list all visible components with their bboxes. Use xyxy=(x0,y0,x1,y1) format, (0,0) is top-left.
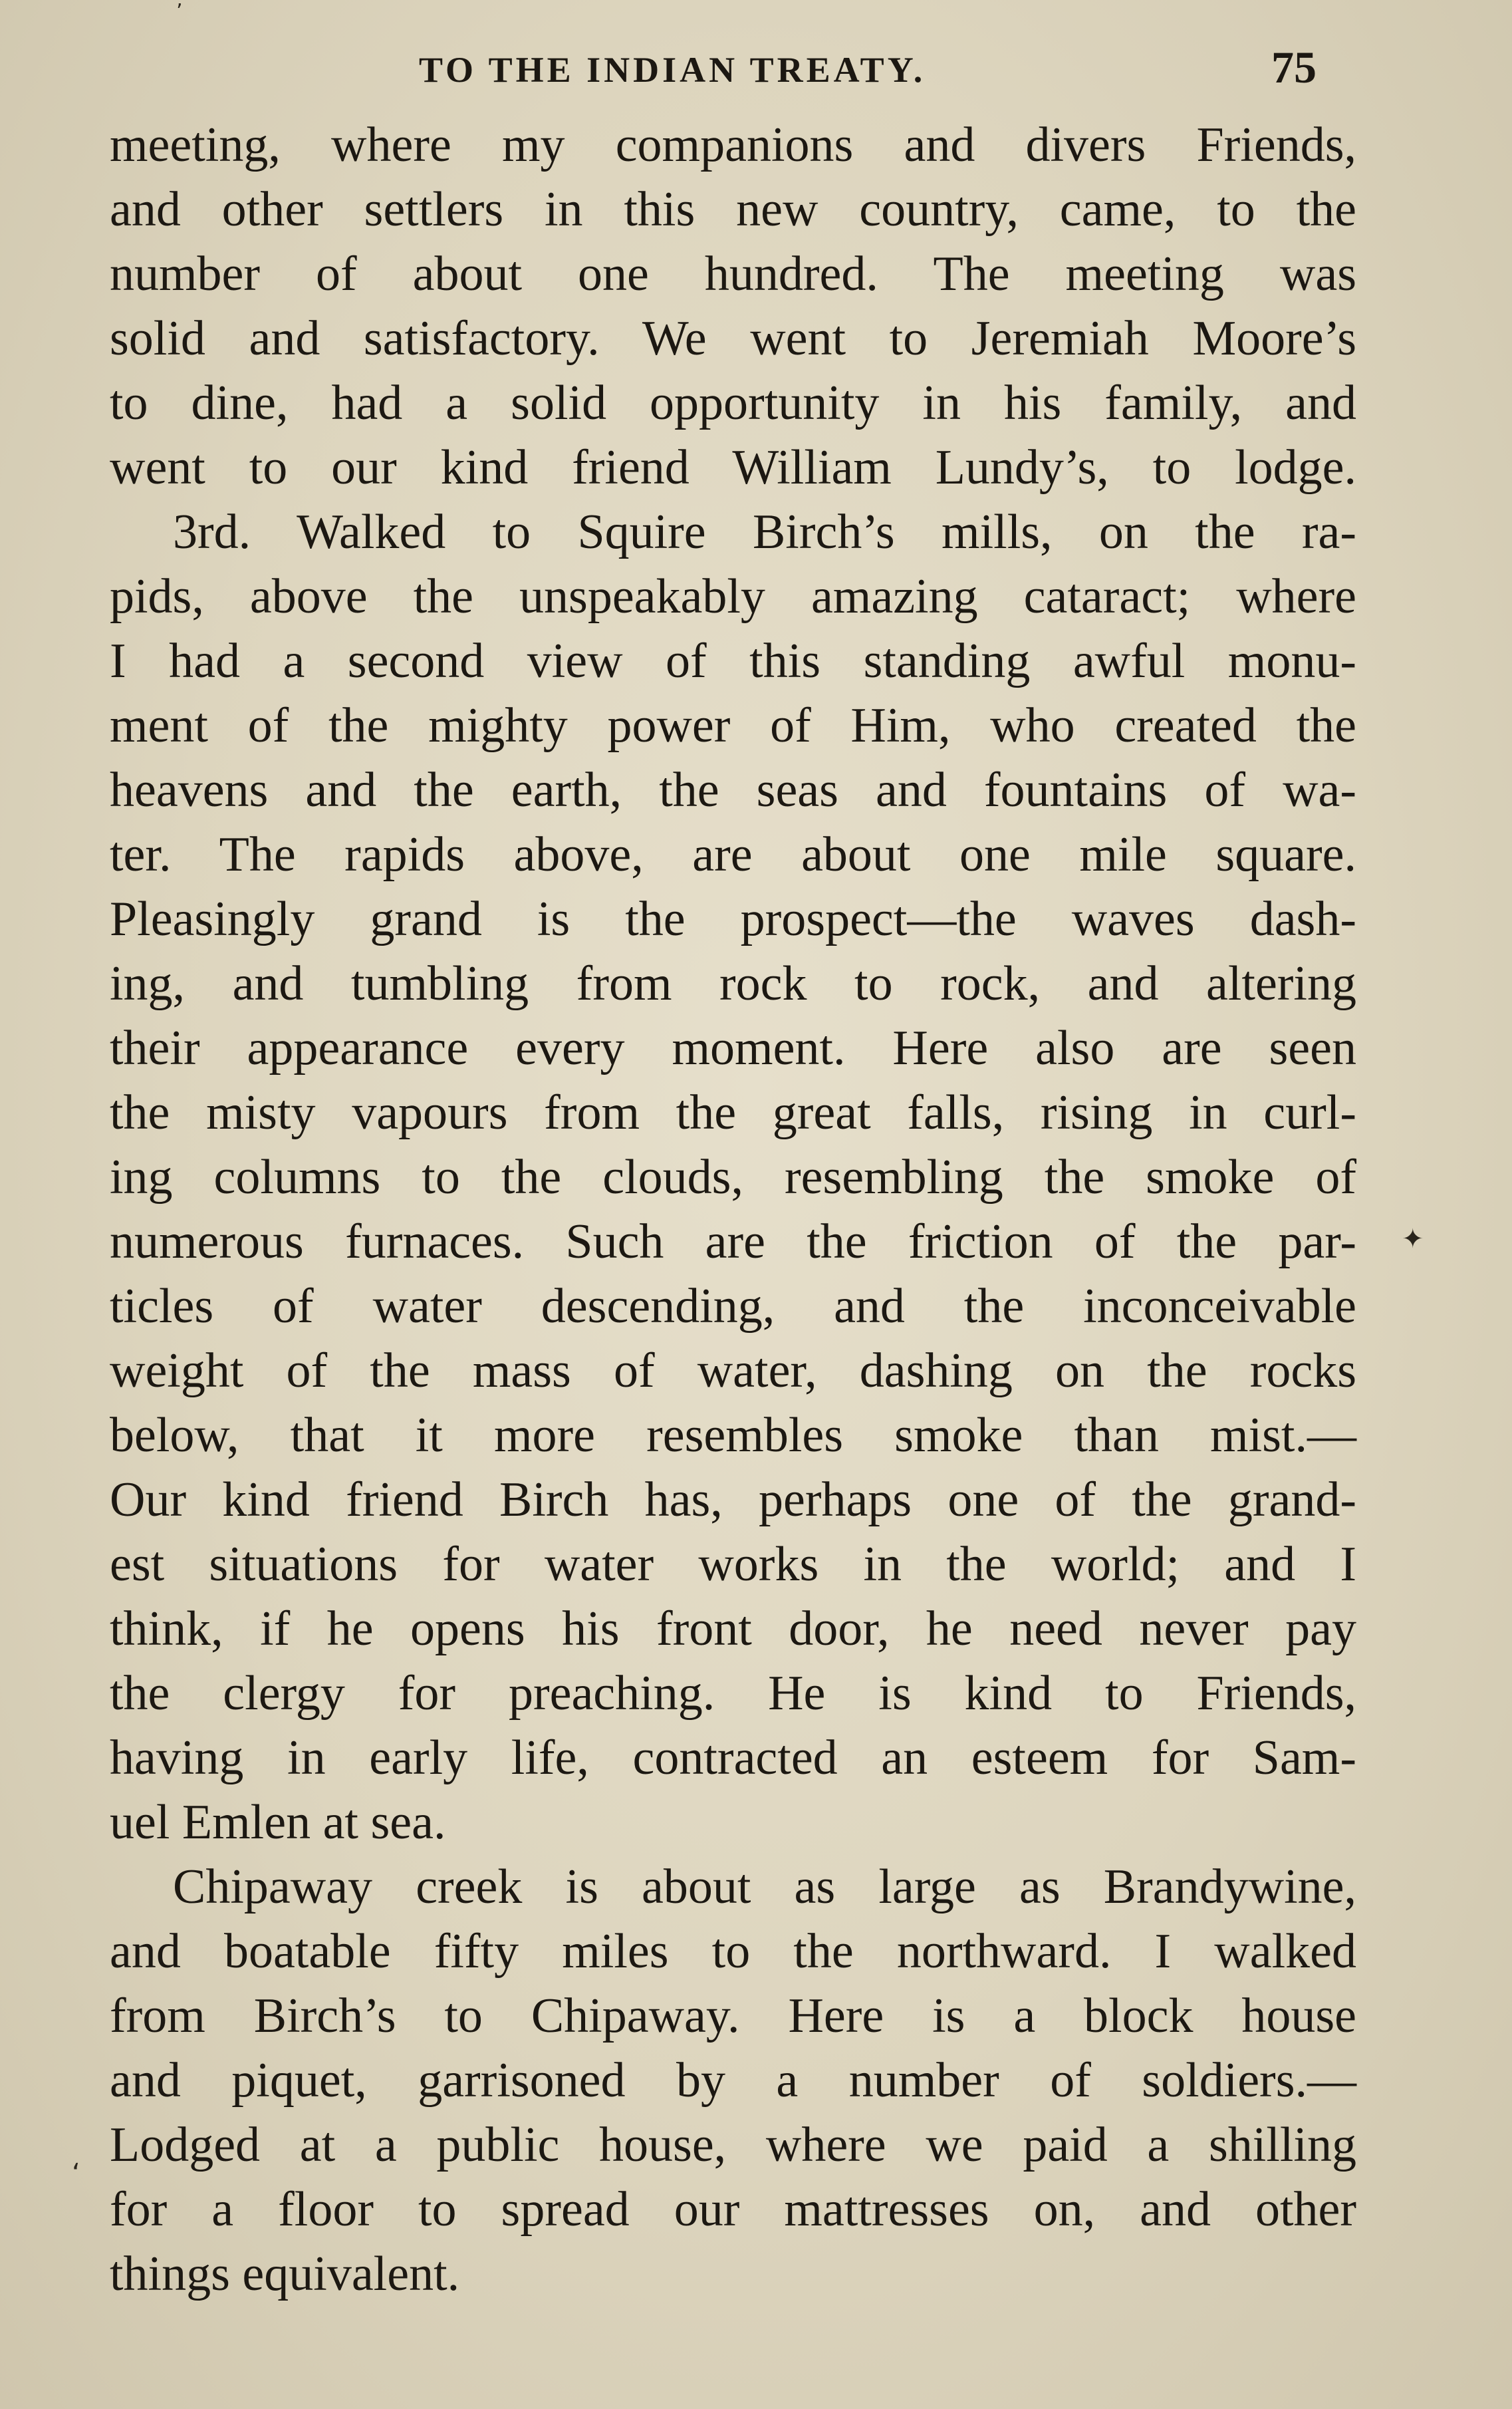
text-line: uel Emlen at sea. xyxy=(110,1795,446,1850)
text-line: ing, and tumbling from rock to rock, and altering xyxy=(110,956,1356,1011)
running-head: TO THE INDIAN TREATY. xyxy=(419,50,926,90)
text-line: Pleasingly grand is the prospect—the waves dash- xyxy=(110,892,1356,946)
text-line: number of about one hundred. The meeting was xyxy=(110,247,1356,301)
text-line: pids, above the unspeakably amazing cataract; where xyxy=(110,569,1356,624)
text-line: ment of the mighty power of Him, who created the xyxy=(110,698,1356,753)
text-line: solid and satisfactory. We went to Jeremiah Moore’s xyxy=(110,311,1356,366)
text-line: numerous furnaces. Such are the friction of the par- xyxy=(110,1214,1356,1269)
text-line: Our kind friend Birch has, perhaps one of the grand- xyxy=(110,1473,1356,1527)
text-line: Lodged at a public house, where we paid a shilling xyxy=(110,2118,1356,2172)
print-speck-icon: ’ xyxy=(176,0,183,23)
text-line: things equivalent. xyxy=(110,2247,460,2301)
text-line: est situations for water works in the world; and I xyxy=(110,1537,1356,1592)
print-speck-icon: ‘ xyxy=(72,2158,80,2189)
text-line: and piquet, garrisoned by a number of soldiers.— xyxy=(110,2053,1356,2108)
text-line: meeting, where my companions and divers Friends, xyxy=(110,118,1356,172)
text-line: their appearance every moment. Here also are seen xyxy=(110,1021,1356,1075)
text-line: went to our kind friend William Lundy’s, to lodge. xyxy=(110,440,1356,495)
page-header xyxy=(106,41,1356,94)
margin-mark-icon: ✦ xyxy=(1402,1224,1424,1254)
text-line: below, that it more resembles smoke than mist.— xyxy=(110,1408,1356,1463)
text-line: ter. The rapids above, are about one mile square. xyxy=(110,827,1356,882)
body-text xyxy=(110,113,1356,2307)
text-line: ticles of water descending, and the inconceivable xyxy=(110,1279,1356,1334)
text-line: the clergy for preaching. He is kind to Friends, xyxy=(110,1666,1356,1721)
text-line: think, if he opens his front door, he need never pay xyxy=(110,1602,1356,1656)
text-line: from Birch’s to Chipaway. Here is a block house xyxy=(110,1989,1356,2043)
page-number: 75 xyxy=(1271,42,1317,92)
text-line: heavens and the earth, the seas and fountains of wa- xyxy=(110,763,1356,817)
text-line: having in early life, contracted an esteem for Sam- xyxy=(110,1731,1356,1785)
text-line: to dine, had a solid opportunity in his family, and xyxy=(110,376,1356,430)
text-line: ing columns to the clouds, resembling the smoke of xyxy=(110,1150,1356,1204)
text-line: the misty vapours from the great falls, rising in curl- xyxy=(110,1085,1356,1140)
text-line: for a floor to spread our mattresses on, and other xyxy=(110,2182,1356,2237)
text-line: Chipaway creek is about as large as Brandywine, xyxy=(173,1860,1356,1914)
text-line: I had a second view of this standing awful monu- xyxy=(110,634,1356,688)
text-line: 3rd. Walked to Squire Birch’s mills, on the ra- xyxy=(173,505,1356,559)
text-line: weight of the mass of water, dashing on the rocks xyxy=(110,1344,1356,1398)
text-line: and other settlers in this new country, came, to the xyxy=(110,182,1356,237)
text-line: and boatable fifty miles to the northward. I walked xyxy=(110,1924,1356,1979)
